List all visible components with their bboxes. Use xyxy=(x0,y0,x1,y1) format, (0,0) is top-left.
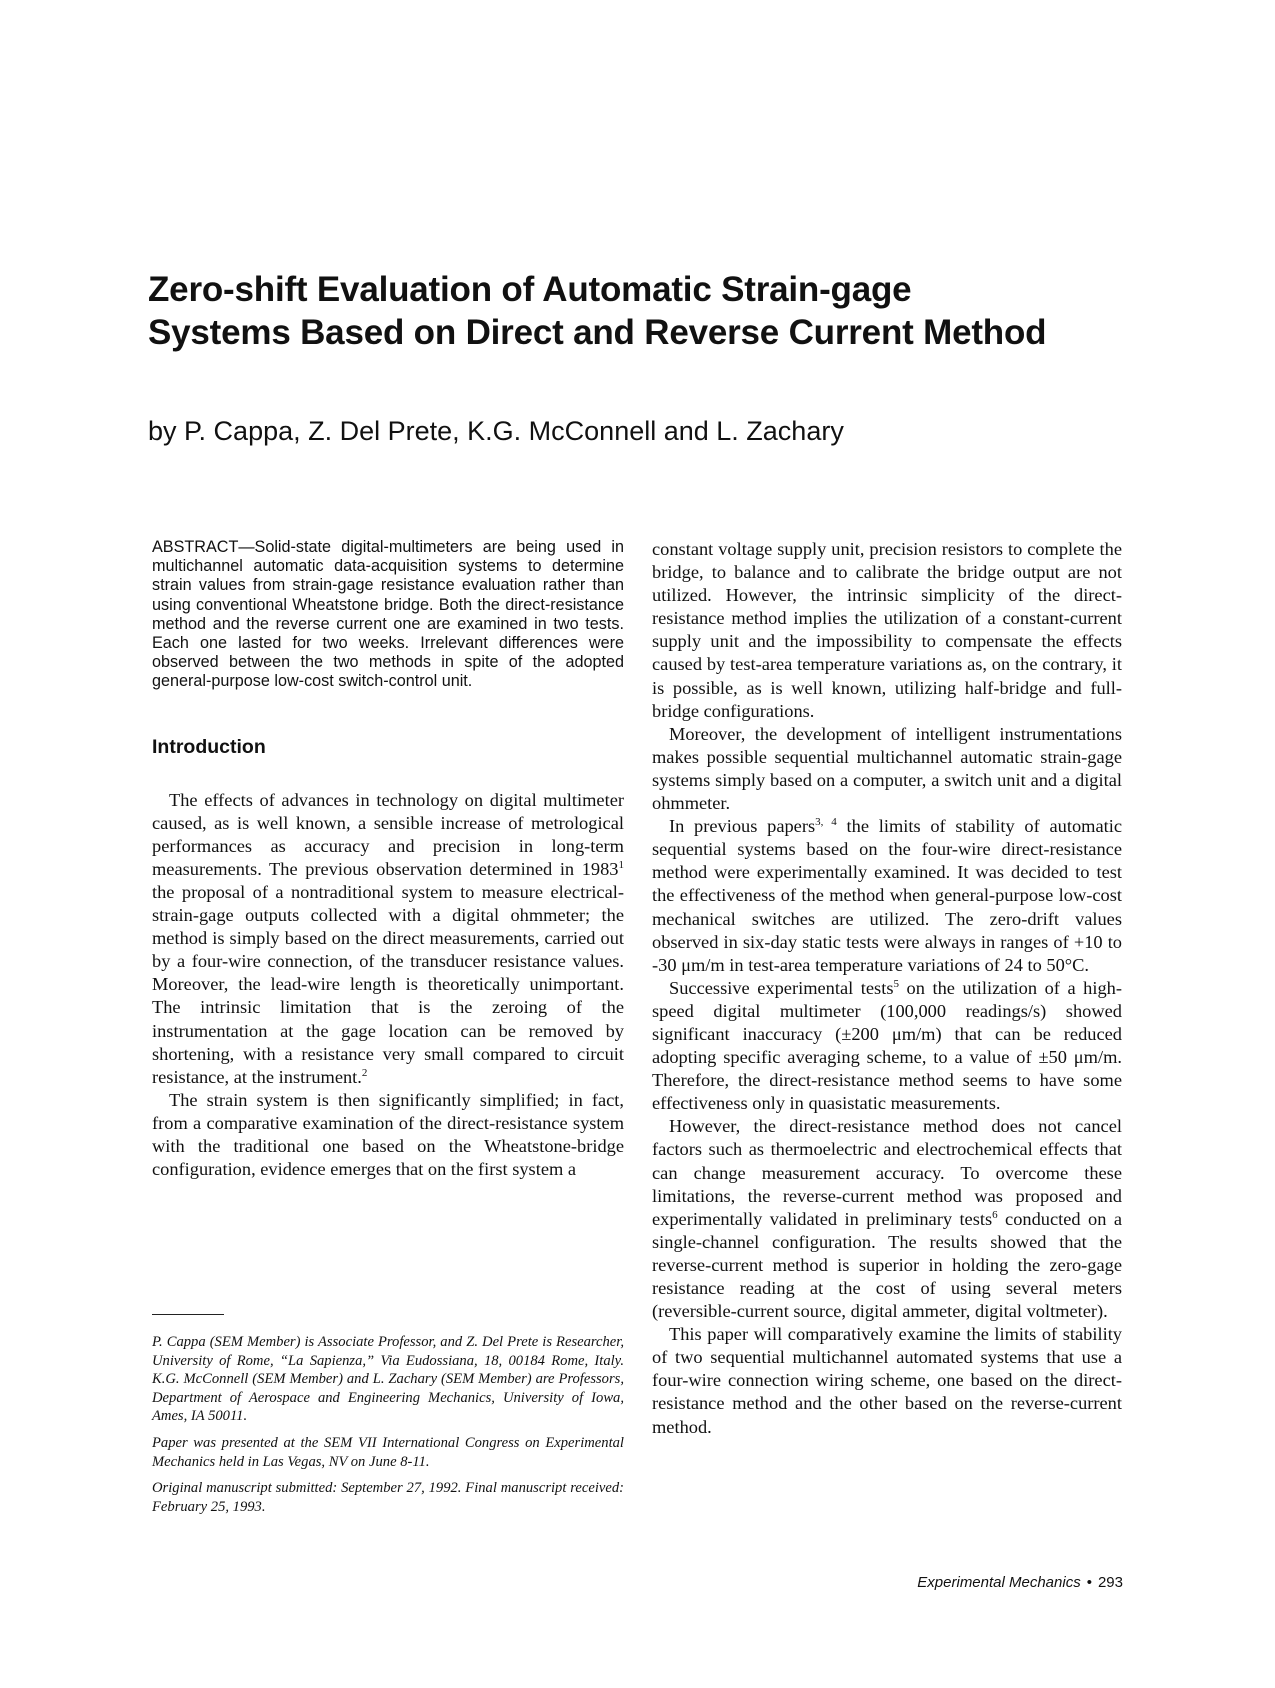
author-list: by P. Cappa, Z. Del Prete, K.G. McConnell and L. Zachary xyxy=(148,416,844,446)
page-number: 293 xyxy=(1097,1574,1123,1591)
reference-marker: 1 xyxy=(618,858,624,871)
paragraph: The effects of advances in technology on digital multimeter caused, as is well known, a sensible increase of metrological performances as accuracy and precision in long-term measurements. The previous observation determined in 1983$^1$ the proposal of a nontraditional system to measure electrical-strain-gage outputs collected with a digital ohmmeter; the method is simply based on the direct measurements, carried out by a four-wire connection, of the transducer resistance values. Moreover, the lead-wire length is theoretically unimportant. The intrinsic limitation that is the zeroing of the instrumentation at the gage location can be removed by shortening, with a resistance very small compared to circuit resistance, at the instrument.$^2$ xyxy=(152,789,624,1087)
introduction-body-right xyxy=(652,538,1122,1439)
left-column xyxy=(152,538,624,1181)
reference-marker: 3, 4 xyxy=(815,816,837,829)
reference-marker: 2 xyxy=(361,1066,368,1079)
reference-marker: 6 xyxy=(992,1208,998,1221)
paragraph: In previous papers$^{3, 4}$ the limits of stability of automatic sequential systems based on the four-wire direct-resistance method were experimentally examined. It was decided to test the effectiveness of the method when general-purpose low-cost mechanical switches are utilized. The zero-drift values observed in six-day static tests were always in ranges of +10 to -30 μm/m in test-area temperature variations of 24 to 50°C. xyxy=(652,816,1122,975)
abstract: ABSTRACT—Solid-state digital-multimeters are being used in multichannel automatic data-acquisition systems to determine strain values from strain-gage resistance evaluation rather than using conventional Wheatstone bridge. Both the direct-resistance method and the reverse current one are examined in two tests. Each one lasted for two weeks. Irrelevant differences were observed between the two methods in spite of the adopted general-purpose low-cost switch-control unit. xyxy=(152,538,624,691)
paragraph: Moreover, the development of intelligent instrumentations makes possible sequential multichannel automatic strain-gage systems simply based on a computer, a switch unit and a digital ohmmeter. xyxy=(652,723,1122,814)
paragraph: However, the direct-resistance method does not cancel factors such as thermoelectric and electrochemical effects that can change measurement accuracy. To overcome these limitations, the reverse-current method was proposed and experimentally validated in preliminary tests$^6$ conducted on a single-channel configuration. The results showed that the reverse-current method is superior in holding the zero-gage resistance reading at the cost of using several meters (reversible-current source, digital ammeter, digital voltmeter). xyxy=(652,1116,1122,1322)
bullet-separator: • xyxy=(1086,1574,1092,1591)
footnote-affiliations: P. Cappa (SEM Member) is Associate Professor, and Z. Del Prete is Researcher, University of Rome, “La Sapienza,” Via Eudossiana, 18, 00184 Rome, Italy. K.G. McConnell (SEM Member) and L. Zachary (SEM Member) are Professors, Department of Aerospace and Engineering Mechanics, University of Iowa, Ames, IA 50011. xyxy=(152,1334,624,1425)
section-heading-introduction: Introduction xyxy=(152,735,266,758)
title-line: Systems Based on Direct and Reverse Current Method xyxy=(148,313,1047,352)
paper-title xyxy=(148,268,1148,354)
footnote-manuscript-dates: Original manuscript submitted: September 27, 1992. Final manuscript received: February 25, 1993. xyxy=(152,1480,624,1515)
reference-marker: 5 xyxy=(893,977,899,990)
journal-name: Experimental Mechanics xyxy=(917,1574,1081,1591)
paragraph: constant voltage supply unit, precision resistors to complete the bridge, to balance and to calibrate the bridge output are not utilized. However, the intrinsic simplicity of the direct-resistance method implies the utilization of a constant-current supply unit and the impossibility to compensate the effects caused by test-area temperature variations as, on the contrary, it is possible, as is well known, utilizing half-bridge and full-bridge configurations. xyxy=(652,539,1122,721)
page-footer xyxy=(917,1574,1123,1591)
right-column xyxy=(652,538,1122,1439)
footnote-divider xyxy=(152,1314,224,1315)
footnotes xyxy=(152,1314,624,1524)
title-line: Zero-shift Evaluation of Automatic Strain-gage xyxy=(148,270,912,309)
footnote-presentation: Paper was presented at the SEM VII International Congress on Experimental Mechanics held in Las Vegas, NV on June 8-11. xyxy=(152,1434,624,1470)
paragraph: The strain system is then significantly simplified; in fact, from a comparative examination of the direct-resistance system with the traditional one based on the Wheatstone-bridge configuration, evidence emerges that on the first system a xyxy=(152,1089,624,1180)
paragraph: This paper will comparatively examine the limits of stability of two sequential multichannel automated systems that use a four-wire connection wiring scheme, one based on the direct-resistance method and the other based on the reverse-current method. xyxy=(652,1324,1122,1437)
introduction-body-left xyxy=(152,789,624,1182)
paragraph: Successive experimental tests$^5$ on the utilization of a high-speed digital multimeter (100,000 readings/s) showed significant inaccuracy (±200 μm/m) that can be reduced adopting specific averaging scheme, to a value of ±50 μm/m. Therefore, the direct-resistance method seems to have some effectiveness only in quasistatic measurements. xyxy=(652,977,1122,1114)
